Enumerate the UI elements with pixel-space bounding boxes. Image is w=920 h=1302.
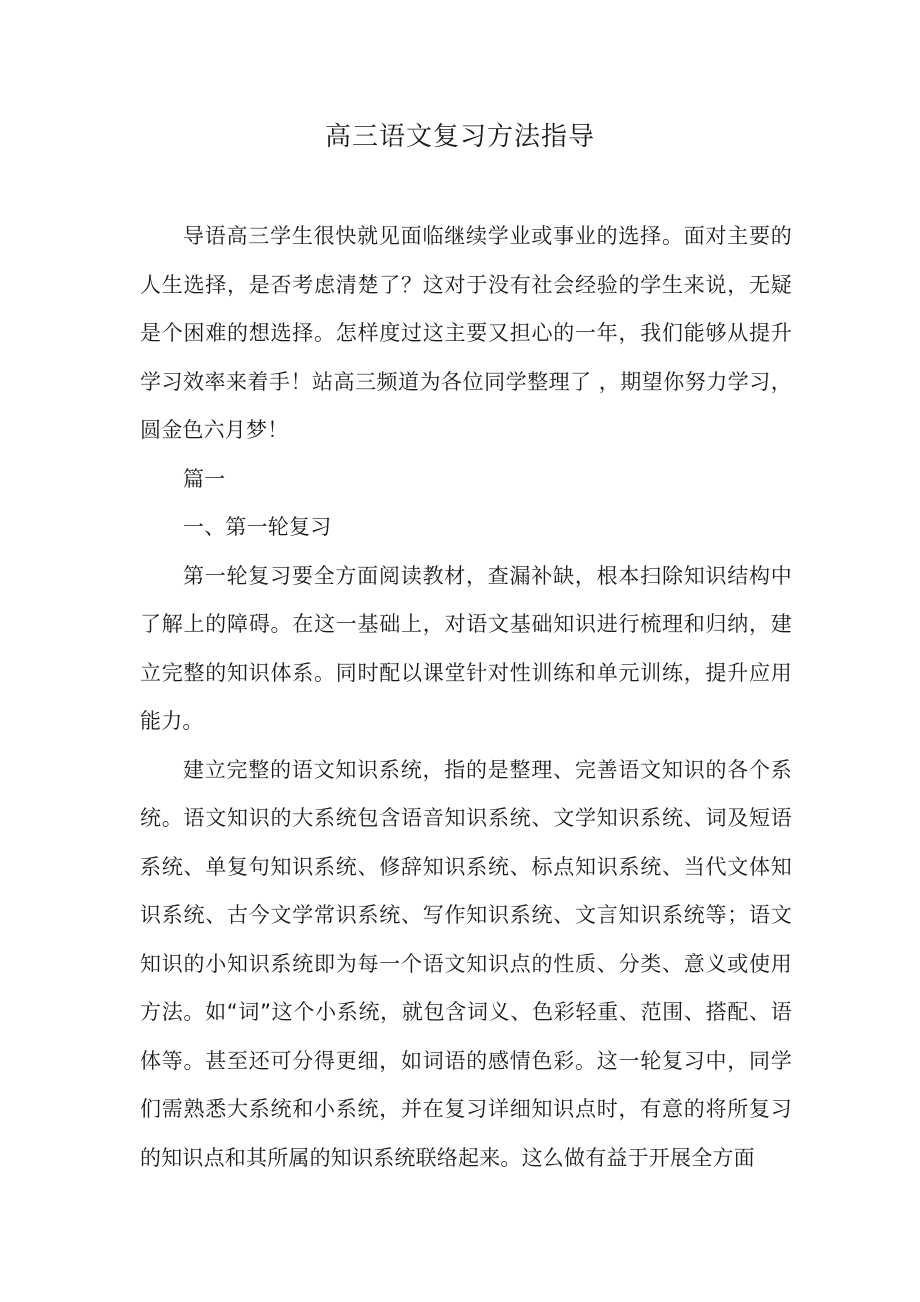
document-body	[140, 212, 792, 1182]
section-label: 篇一	[183, 466, 226, 491]
paragraph-knowledge-system: 建立完整的语文知识系统，指的是整理、完善语文知识的各个系统。语文知识的大系统包含语音知识系统、文学知识系统、词及短语系统、单复句知识系统、修辞知识系统、标点知识系统、当代文体知识系统、古今文学常识系统、写作知识系统、文言知识系统等；语文知识的小知识系统即为每一个语文知识点的性质、分类、意义或使用方法。如“词”这个小系统，就包含词义、色彩轻重、范围、搭配、语体等。甚至还可分得更细，如词语的感情色彩。这一轮复习中，同学们需熟悉大系统和小系统，并在复习详细知识点时，有意的将所复习的知识点和其所属的知识系统联络起来。这么做有益于开展全方面	[140, 757, 792, 1170]
section-heading: 一、第一轮复习	[183, 515, 332, 539]
paragraph-first-review: 第一轮复习要全方面阅读教材，查漏补缺，根本扫除知识结构中了解上的障碍。在这一基础上，对语文基础知识进行梳理和归纳，建立完整的知识体系。同时配以课堂针对性训练和单元训练，提升应用能力。	[140, 563, 792, 733]
document-title: 高三语文复习方法指导	[324, 122, 595, 152]
paragraph-intro: 导语高三学生很快就见面临继续学业或事业的选择。面对主要的人生选择，是否考虑清楚了？这对于没有社会经验的学生来说，无疑是个困难的想选择。怎样度过这主要又担心的一年，我们能够从提升学习效率来着手！站高三频道为各位同学整理了 ，期望你努力学习，圆金色六月梦！	[140, 224, 792, 442]
